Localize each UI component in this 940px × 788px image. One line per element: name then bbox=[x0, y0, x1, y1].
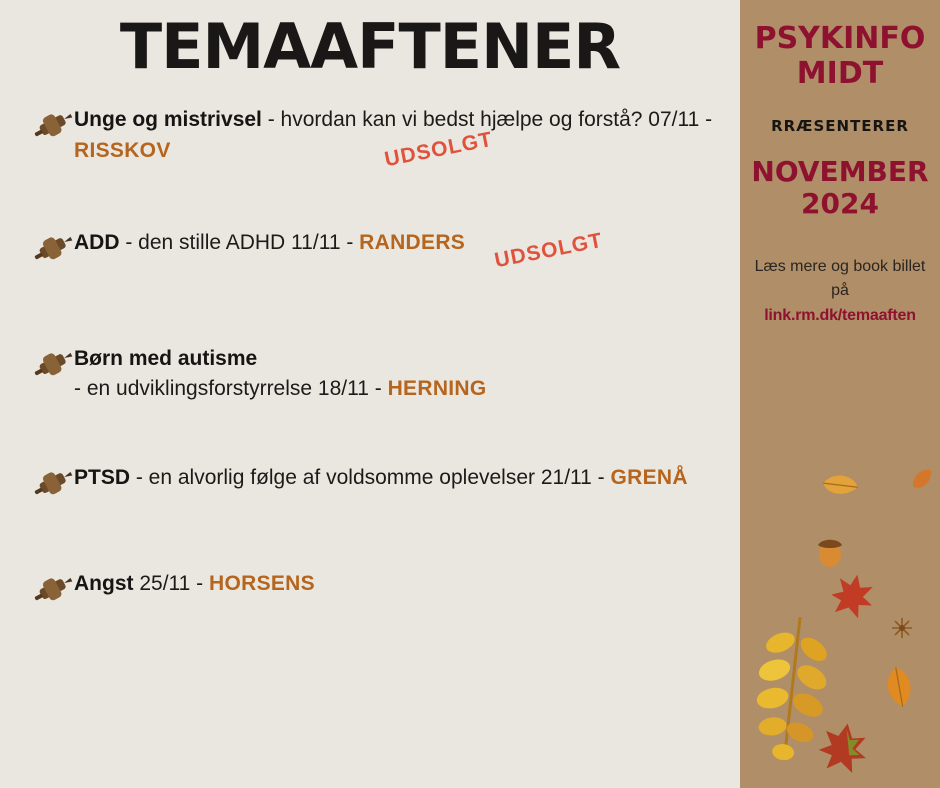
event-title: Børn med autisme bbox=[74, 346, 258, 370]
event-description: - hvordan kan vi bedst hjælpe og forstå? 07/11 - bbox=[261, 108, 713, 132]
event-list bbox=[0, 105, 740, 623]
event-description: - en udviklingsforstyrrelse 18/11 - bbox=[74, 377, 388, 401]
leaf-icon bbox=[885, 665, 914, 708]
event-text bbox=[74, 463, 688, 493]
leaf-icon bbox=[744, 612, 839, 765]
pin-icon bbox=[30, 232, 74, 266]
leaf-icon bbox=[821, 470, 860, 500]
event-title: PTSD bbox=[74, 465, 131, 489]
page-title: TEMAAFTENER bbox=[119, 10, 621, 83]
event-description: 25/11 - bbox=[133, 571, 209, 595]
brand-line-1: PSYKINFO bbox=[754, 21, 926, 56]
leaf-icon bbox=[827, 569, 878, 620]
event-title: Unge og mistrivsel bbox=[74, 108, 262, 132]
list-item[interactable] bbox=[30, 344, 720, 405]
booking-link[interactable]: link.rm.dk/temaaften bbox=[764, 307, 916, 325]
brand-name bbox=[740, 0, 940, 91]
event-text bbox=[74, 344, 487, 405]
list-item[interactable] bbox=[30, 228, 720, 282]
event-text bbox=[74, 105, 714, 172]
seed-icon bbox=[892, 618, 912, 638]
acorn-icon bbox=[818, 540, 842, 567]
list-item[interactable] bbox=[30, 463, 720, 517]
event-place: RISSKOV bbox=[74, 138, 171, 162]
event-description: - en alvorlig følge af voldsomme oplevelser 21/11 - bbox=[130, 465, 611, 489]
event-place: RANDERS bbox=[359, 230, 466, 254]
leaf-icon bbox=[816, 719, 872, 775]
event-title: Angst bbox=[74, 571, 134, 595]
pin-icon bbox=[30, 348, 74, 382]
event-text bbox=[74, 228, 605, 273]
event-place: GRENÅ bbox=[610, 465, 688, 489]
booking-info: Læs mere og book billet på bbox=[754, 258, 926, 300]
event-place: HERNING bbox=[387, 377, 487, 401]
leaf-decoration bbox=[740, 440, 940, 788]
month-label: NOVEMBER bbox=[751, 155, 929, 188]
year-label: 2024 bbox=[801, 186, 879, 220]
status-badge: UDSOLGT bbox=[382, 127, 495, 172]
event-title: ADD bbox=[74, 230, 120, 254]
pin-icon bbox=[30, 109, 74, 143]
leaf-icon bbox=[908, 467, 936, 491]
brand-line-2: MIDT bbox=[796, 55, 884, 91]
event-description: - den stille ADHD 11/11 - bbox=[119, 230, 360, 254]
list-item[interactable] bbox=[30, 569, 720, 623]
list-item[interactable] bbox=[30, 105, 720, 172]
status-badge: UDSOLGT bbox=[492, 228, 605, 273]
event-text bbox=[74, 569, 315, 599]
pin-icon bbox=[30, 467, 74, 501]
presents-label: RRÆSENTERER bbox=[771, 117, 909, 135]
pin-icon bbox=[30, 573, 74, 607]
sidebar bbox=[740, 0, 940, 788]
event-place: HORSENS bbox=[209, 571, 315, 595]
